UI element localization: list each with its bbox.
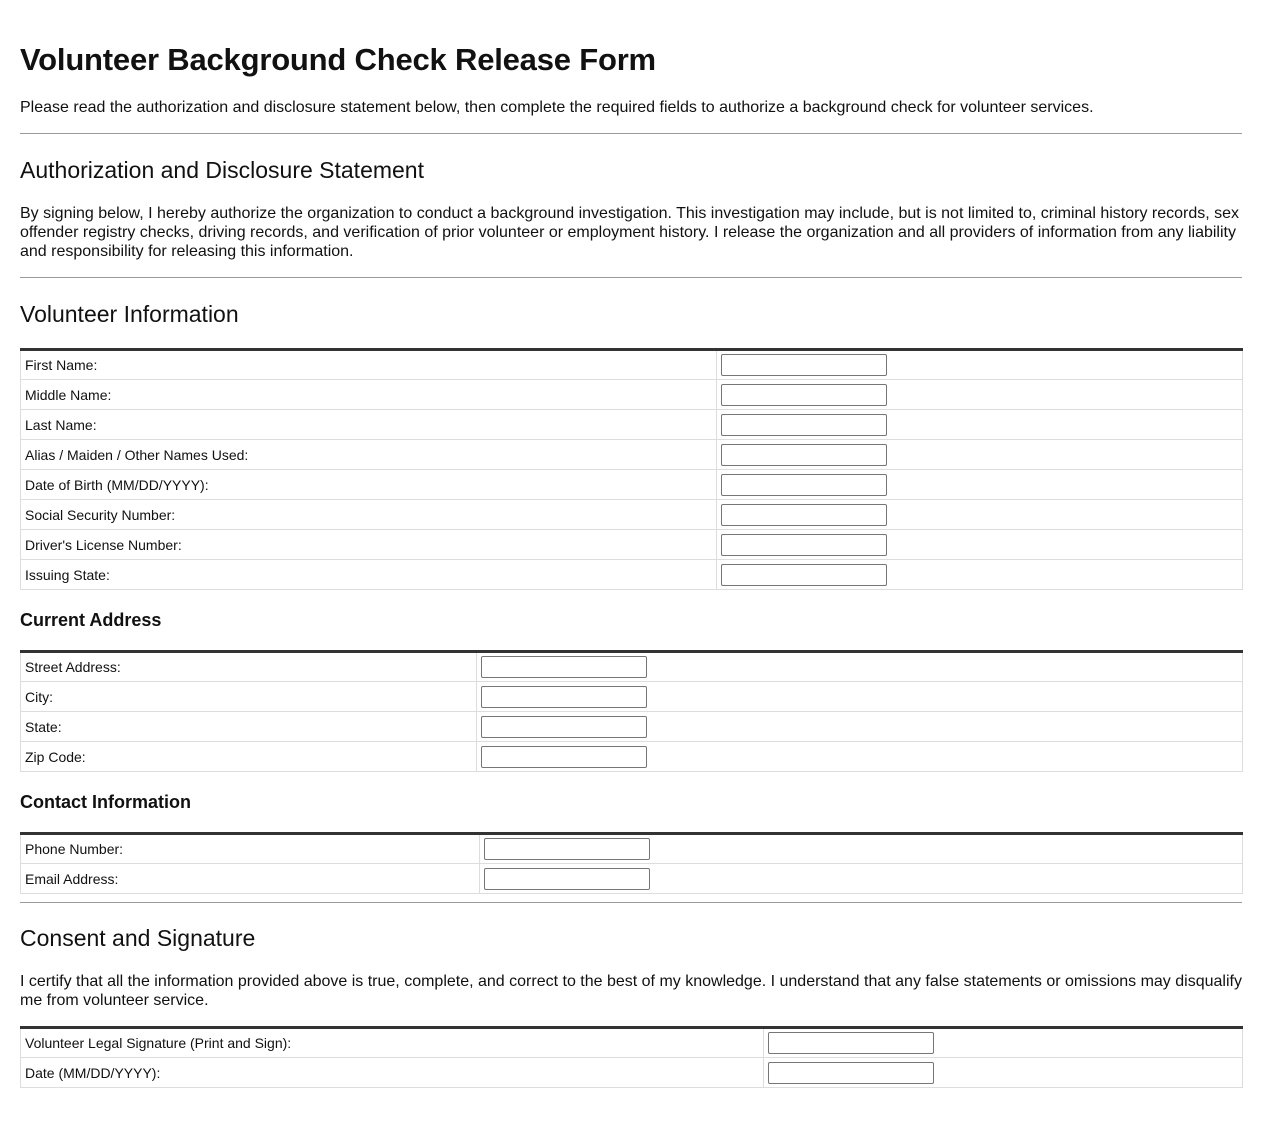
phone-number-label: Phone Number:	[21, 834, 480, 864]
zip-code-input[interactable]	[481, 746, 647, 768]
zip-code-label: Zip Code:	[21, 742, 477, 772]
table-row	[21, 410, 1243, 440]
street-address-input[interactable]	[481, 656, 647, 678]
city-input[interactable]	[481, 686, 647, 708]
divider	[20, 902, 1242, 903]
signature-date-input[interactable]	[768, 1062, 934, 1084]
table-row	[21, 712, 1243, 742]
email-address-input[interactable]	[484, 868, 650, 890]
table-row	[21, 834, 1243, 864]
first-name-label: First Name:	[21, 350, 717, 380]
divider	[20, 277, 1242, 278]
ssn-input[interactable]	[721, 504, 887, 526]
table-row	[21, 530, 1243, 560]
table-row	[21, 500, 1243, 530]
table-row	[21, 652, 1243, 682]
table-row	[21, 440, 1243, 470]
middle-name-label: Middle Name:	[21, 380, 717, 410]
current-address-table	[20, 650, 1243, 772]
street-address-label: Street Address:	[21, 652, 477, 682]
date-of-birth-label: Date of Birth (MM/DD/YYYY):	[21, 470, 717, 500]
table-row	[21, 380, 1243, 410]
consent-heading: Consent and Signature	[20, 925, 256, 951]
city-label: City:	[21, 682, 477, 712]
volunteer-info-table	[20, 348, 1243, 590]
date-of-birth-input[interactable]	[721, 474, 887, 496]
table-row	[21, 742, 1243, 772]
middle-name-input[interactable]	[721, 384, 887, 406]
issuing-state-label: Issuing State:	[21, 560, 717, 590]
divider	[20, 133, 1242, 134]
table-row	[21, 682, 1243, 712]
contact-info-table	[20, 832, 1243, 894]
table-row	[21, 864, 1243, 894]
authorization-text: By signing below, I hereby authorize the organization to conduct a background investigation. This investigation may include, but is not limited to, criminal history records, sex offender registry checks, driving records, and verification of prior volunteer or employment history. I release the organization and all providers of information from any liability and responsibility for releasing this information.	[20, 205, 1240, 260]
alias-input[interactable]	[721, 444, 887, 466]
state-input[interactable]	[481, 716, 647, 738]
contact-info-heading: Contact Information	[20, 792, 191, 812]
signature-label: Volunteer Legal Signature (Print and Sign):	[21, 1028, 764, 1058]
state-label: State:	[21, 712, 477, 742]
last-name-input[interactable]	[721, 414, 887, 436]
consent-text: I certify that all the information provided above is true, complete, and correct to the best of my knowledge. I understand that any false statements or omissions may disqualify me from volunteer service.	[20, 973, 1242, 1009]
table-row	[21, 1028, 1243, 1058]
table-row	[21, 350, 1243, 380]
email-address-label: Email Address:	[21, 864, 480, 894]
signature-input[interactable]	[768, 1032, 934, 1054]
first-name-input[interactable]	[721, 354, 887, 376]
page-title: Volunteer Background Check Release Form	[20, 42, 656, 77]
authorization-heading: Authorization and Disclosure Statement	[20, 157, 424, 183]
signature-table	[20, 1026, 1243, 1088]
alias-label: Alias / Maiden / Other Names Used:	[21, 440, 717, 470]
table-row	[21, 470, 1243, 500]
phone-number-input[interactable]	[484, 838, 650, 860]
volunteer-info-heading: Volunteer Information	[20, 301, 239, 327]
table-row	[21, 1058, 1243, 1088]
issuing-state-input[interactable]	[721, 564, 887, 586]
current-address-heading: Current Address	[20, 610, 162, 630]
signature-date-label: Date (MM/DD/YYYY):	[21, 1058, 764, 1088]
ssn-label: Social Security Number:	[21, 500, 717, 530]
drivers-license-input[interactable]	[721, 534, 887, 556]
table-row	[21, 560, 1243, 590]
drivers-license-label: Driver's License Number:	[21, 530, 717, 560]
last-name-label: Last Name:	[21, 410, 717, 440]
intro-text: Please read the authorization and disclosure statement below, then complete the required fields to authorize a background check for volunteer services.	[20, 99, 1094, 116]
